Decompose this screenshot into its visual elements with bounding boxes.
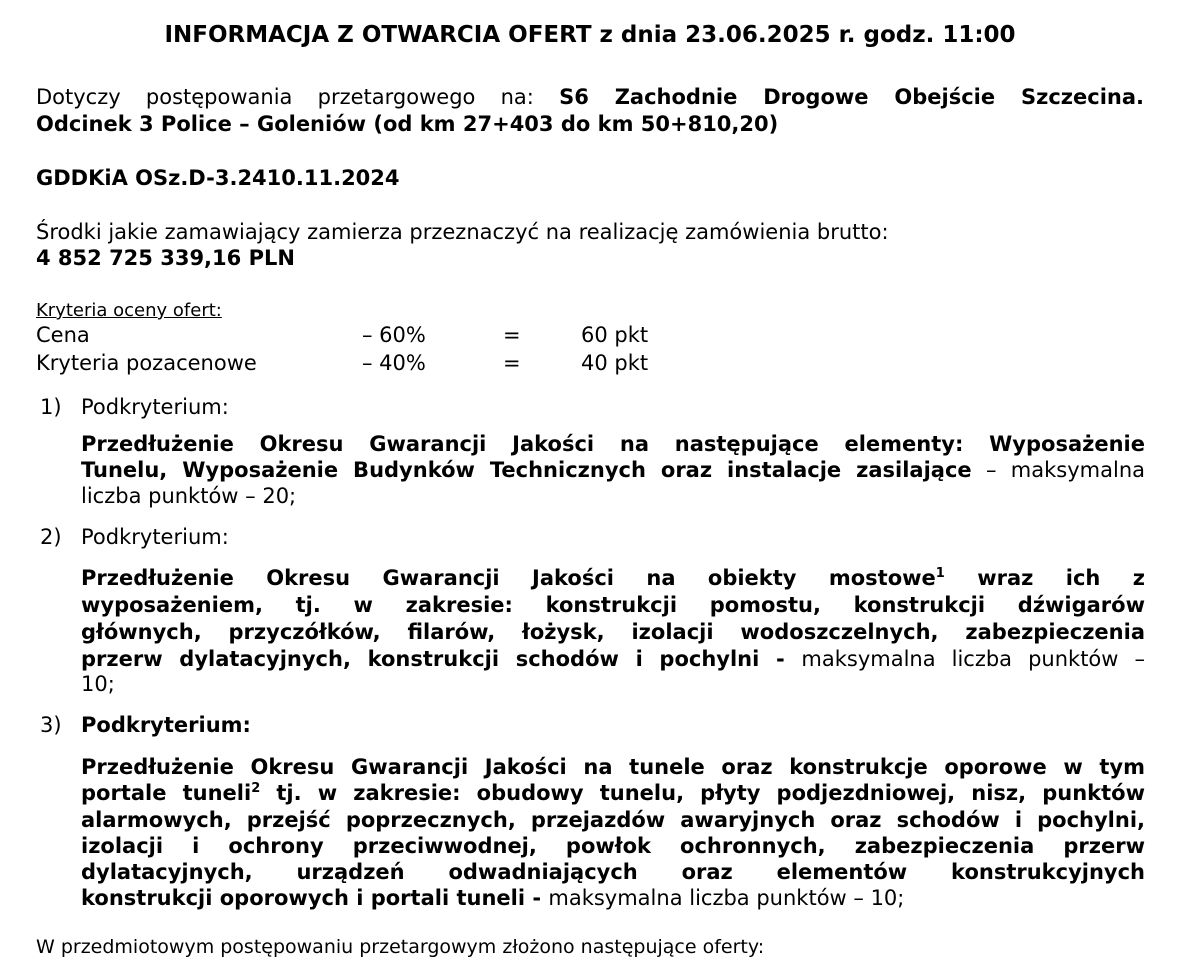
reference-number: GDDKiA OSz.D-3.2410.11.2024 [36,166,400,190]
subcriterion-bold-text: przerw dylatacyjnych, konstrukcji schodów i pochylni - [81,647,802,671]
subcriterion-normal-text: maksymalna liczba punktów – [801,647,1145,671]
subcriterion-normal-text: maksymalna liczba punktów – 10; [548,886,905,910]
subcriterion-normal-text: – maksymalna [971,458,1145,482]
subcriterion-bold-text: tj. w zakresie: obudowy tunelu, płyty podjezdniowej, nisz, punktów [260,781,1145,805]
proceeding-line-1 [36,85,1144,109]
subcriterion-normal-text: 10; [81,672,115,696]
subcriterion-normal-text: liczba punktów – 20; [81,484,297,508]
subcriterion-number: 1) [40,395,62,419]
subcriterion-bold-text: Tunelu, Wyposażenie Budynków Technicznych oraz instalacje zasilające [81,458,972,482]
proceeding-name-2: Odcinek 3 Police – Goleniów (od km 27+403 do km 50+810,20) [36,112,779,136]
subcriterion-text-line [81,566,1145,590]
criteria-percent: – 40% [362,351,426,375]
subcriterion-label: Podkryterium: [81,525,229,549]
subcriterion-bold-text: wraz ich z [944,566,1145,590]
subcriterion-label: Podkryterium: [81,395,229,419]
page-title: INFORMACJA Z OTWARCIA OFERT z dnia 23.06.2025 r. godz. 11:00 [164,22,1016,48]
budget-label: Środki jakie zamawiający zamierza przeznaczyć na realizację zamówienia brutto: [36,220,889,244]
subcriterion-text-line: Przedłużenie Okresu Gwarancji Jakości na następujące elementy: Wyposażenie [81,432,1145,456]
footnote-marker: 2 [251,781,261,796]
subcriterion-text-line: wyposażeniem, tj. w zakresie: konstrukcji pomostu, konstrukcji dźwigarów [81,593,1145,617]
subcriterion-bold-text: Przedłużenie Okresu Gwarancji Jakości na obiekty mostowe [81,566,936,590]
proceeding-prefix: Dotyczy postępowania przetargowego na: [36,85,560,109]
subcriterion-bold-text: portale tuneli [81,781,252,805]
subcriterion-text-line: izolacji i ochrony przeciwwodnej, powłok ochronnych, zabezpieczenia przerw [81,834,1145,858]
subcriterion-bold-text: konstrukcji oporowych i portali tuneli - [81,886,549,910]
subcriterion-text-line [81,458,1145,482]
criteria-points: 60 pkt [581,323,649,347]
criteria-points: 40 pkt [581,351,649,375]
criteria-name: Kryteria pozacenowe [36,351,257,375]
criteria-name: Cena [36,323,90,347]
criteria-equals: = [503,351,521,375]
criteria-heading: Kryteria oceny ofert: [36,300,222,321]
subcriterion-number: 3) [40,713,62,737]
subcriterion-text-line [81,886,904,910]
subcriterion-text-line: głównych, przyczółków, filarów, łożysk, izolacji wodoszczelnych, zabezpieczenia [81,620,1145,644]
subcriterion-text-line: alarmowych, przejść poprzecznych, przejazdów awaryjnych oraz schodów i pochylni, [81,808,1145,832]
subcriterion-text-line [81,781,1145,805]
subcriterion-number: 2) [40,525,62,549]
offers-intro: W przedmiotowym postępowaniu przetargowym złożono następujące oferty: [36,936,765,958]
subcriterion-text-line [81,647,1145,671]
proceeding-name-1: S6 Zachodnie Drogowe Obejście Szczecina. [559,85,1144,109]
footnote-marker: 1 [935,566,945,581]
subcriterion-text-line: Przedłużenie Okresu Gwarancji Jakości na tunele oraz konstrukcje oporowe w tym [81,755,1145,779]
criteria-equals: = [503,323,521,347]
subcriterion-label: Podkryterium: [81,713,251,737]
criteria-percent: – 60% [362,323,426,347]
budget-amount: 4 852 725 339,16 PLN [36,246,295,270]
subcriterion-text-line: dylatacyjnych, urządzeń odwadniających oraz elementów konstrukcyjnych [81,860,1145,884]
